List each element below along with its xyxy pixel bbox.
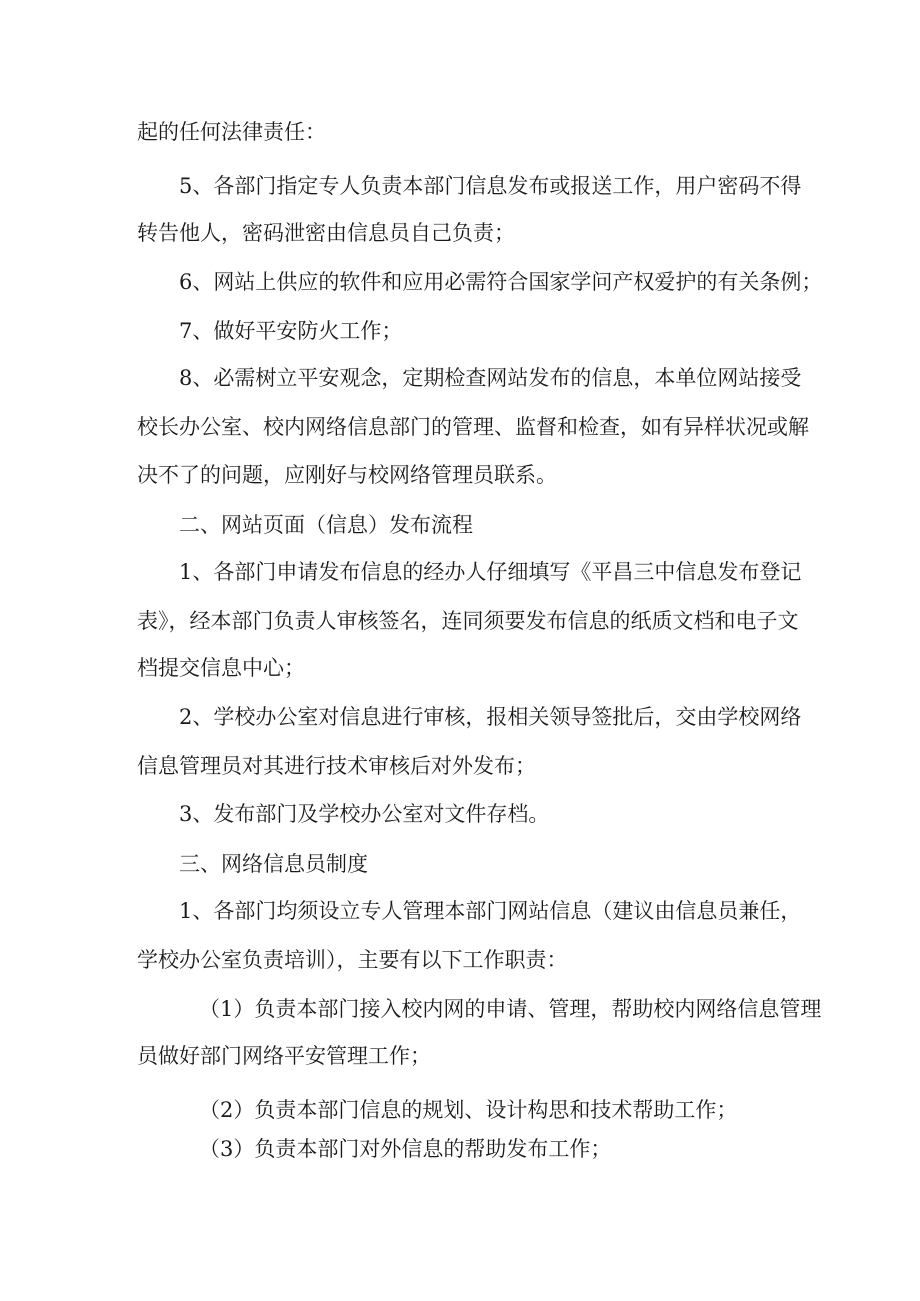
text-line: 表》，经本部门负责人审核签名，连同须要发布信息的纸质文档和电子文	[137, 609, 799, 633]
text-line: 1、各部门申请发布信息的经办人仔细填写《平昌三中信息发布登记	[179, 560, 802, 584]
text-line: （1）负责本部门接入校内网的申请、管理，帮助校内网络信息管理	[199, 997, 822, 1021]
section-heading: 二、网站页面（信息）发布流程	[179, 513, 473, 537]
text-line: 2、学校办公室对信息进行审核，报相关领导签批后，交由学校网络	[179, 705, 802, 729]
text-line: 决不了的问题，应刚好与校网络管理员联系。	[137, 463, 557, 487]
text-line: （2）负责本部门信息的规划、设计构思和技术帮助工作；	[199, 1098, 738, 1122]
text-line: 档提交信息中心；	[137, 656, 305, 680]
text-line: 学校办公室负责培训），主要有以下工作职责：	[137, 948, 568, 972]
text-line: 6、网站上供应的软件和应用必需符合国家学问产权爱护的有关条例；	[179, 270, 823, 294]
text-line: （3）负责本部门对外信息的帮助发布工作；	[199, 1137, 612, 1161]
text-line: 7、做好平安防火工作；	[179, 319, 403, 343]
text-line: 起的任何法律责任：	[137, 120, 326, 144]
text-line: 员做好部门网络平安管理工作；	[137, 1044, 431, 1068]
text-line: 5、各部门指定专人负责本部门信息发布或报送工作，用户密码不得	[179, 174, 802, 198]
text-line: 转告他人，密码泄密由信息员自己负责；	[137, 221, 515, 245]
text-line: 8、必需树立平安观念，定期检查网站发布的信息，本单位网站接受	[179, 366, 802, 390]
text-line: 3、发布部门及学校办公室对文件存档。	[179, 802, 550, 826]
section-heading: 三、网络信息员制度	[179, 852, 368, 876]
text-line: 信息管理员对其进行技术审核后对外发布；	[137, 754, 536, 778]
text-line: 校长办公室、校内网络信息部门的管理、监督和检查，如有异样状况或解	[137, 415, 809, 439]
text-line: 1、各部门均须设立专人管理本部门网站信息（建议由信息员兼任，	[179, 899, 802, 923]
